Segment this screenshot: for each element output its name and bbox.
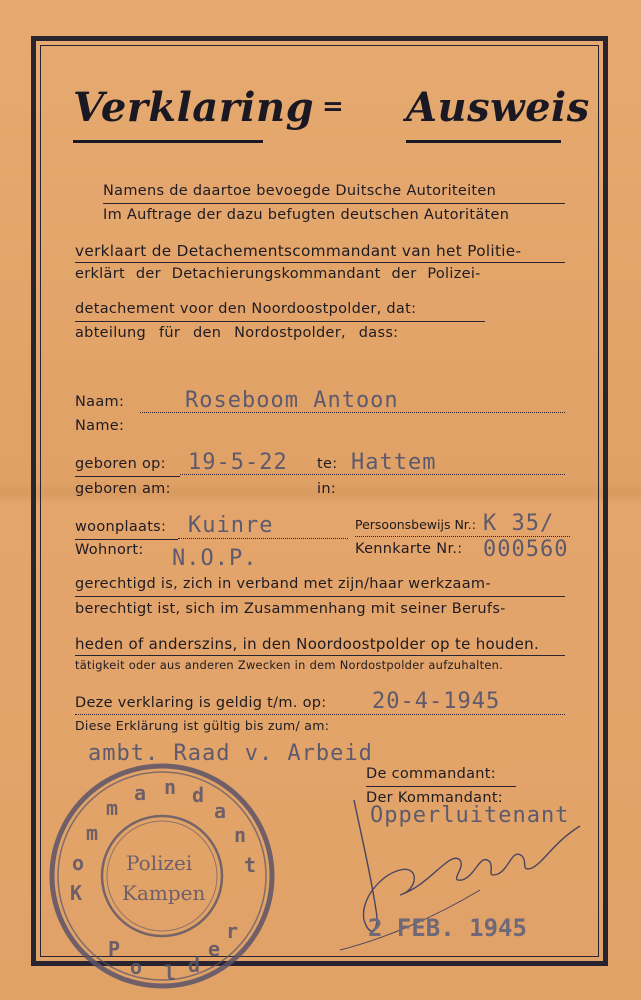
kennkarte-label: Kennkarte Nr.: <box>355 541 463 557</box>
kennkarte-value: 000560 <box>483 537 569 562</box>
permission-rule-1 <box>75 596 565 597</box>
permission-de-2: tätigkeit oder aus anderen Zwecken in dem Nordostpolder aufzuhalten. <box>75 658 504 672</box>
naam-label-de: Name: <box>75 418 125 434</box>
svg-text:n: n <box>164 775 177 799</box>
svg-text:o: o <box>130 955 143 979</box>
svg-text:a: a <box>214 799 227 823</box>
svg-text:t: t <box>244 853 257 877</box>
persoonsbewijs-value: K 35/ <box>483 511 555 536</box>
detachment-rule <box>75 321 485 322</box>
permission-de-1: berechtigt ist, sich im Zusammenhang mit seiner Berufs- <box>75 601 506 617</box>
naam-value: Roseboom Antoon <box>185 388 399 413</box>
validity-de: Diese Erklärung ist gültig bis zum/ am: <box>75 718 330 733</box>
svg-text:r: r <box>226 919 239 943</box>
svg-text:Kampen: Kampen <box>122 881 206 905</box>
geboren-label-de: geboren am: <box>75 481 171 497</box>
geboren-value: 19-5-22 <box>188 450 288 475</box>
commander-nl: De commandant: <box>366 766 496 782</box>
declares-nl: verklaart de Detachementscommandant van het Politie- <box>75 242 522 260</box>
permission-nl-2: heden of anderszins, in den Noordoostpolder op te houden. <box>75 635 540 653</box>
svg-text:n: n <box>234 823 247 847</box>
commander-rank: Opperluitenant <box>370 803 570 828</box>
svg-text:m: m <box>86 821 99 845</box>
validity-nl: Deze verklaring is geldig t/m. op: <box>75 695 327 711</box>
validity-dotted-line <box>75 714 565 715</box>
permission-nl-1: gerechtigd is, zich in verband met zijn/haar werkzaam- <box>75 576 491 592</box>
svg-text:P: P <box>108 937 121 961</box>
woonplaats-dotted-line <box>178 538 348 539</box>
geboren-dotted-line <box>180 474 565 475</box>
woonplaats-rule <box>75 539 178 540</box>
declares-de: erklärt der Detachierungskommandant der Polizei- <box>75 266 481 282</box>
date-stamp: 2 FEB. 1945 <box>368 914 527 942</box>
svg-text:e: e <box>208 937 221 961</box>
title-separator: = <box>322 92 345 122</box>
title-underline-right <box>406 140 561 143</box>
svg-text:d: d <box>188 953 201 977</box>
geboren-rule <box>75 476 180 477</box>
woonplaats-value-1: Kuinre <box>188 513 274 538</box>
authority-nl: Namens de daartoe bevoegde Duitsche Autoriteiten <box>103 183 497 199</box>
persoonsbewijs-label: Persoonsbewijs Nr.: <box>355 517 476 532</box>
title-ausweis: Ausweis <box>406 84 590 131</box>
commander-rule <box>366 786 516 787</box>
svg-text:K: K <box>70 881 83 905</box>
naam-label-nl: Naam: <box>75 394 125 410</box>
svg-text:m: m <box>106 796 119 820</box>
te-label-nl: te: <box>317 456 338 472</box>
validity-value: 20-4-1945 <box>372 689 501 714</box>
woonplaats-value-2: N.O.P. <box>172 546 258 571</box>
kommandant-seal <box>46 760 278 992</box>
title-verklaring: Verklaring <box>73 84 315 131</box>
detachment-nl: detachement voor den Noordoostpolder, dat: <box>75 301 417 317</box>
svg-text:a: a <box>134 781 147 805</box>
commander-de: Der Kommandant: <box>366 790 503 806</box>
permission-rule-2 <box>75 655 565 656</box>
te-label-de: in: <box>317 481 337 497</box>
ambt-raad: ambt. Raad v. Arbeid <box>88 741 373 766</box>
title-underline-left <box>73 140 263 143</box>
naam-dotted-line <box>140 412 565 413</box>
geboren-label-nl: geboren op: <box>75 456 166 472</box>
woonplaats-label-de: Wohnort: <box>75 542 144 558</box>
svg-text:Polizei: Polizei <box>126 851 193 875</box>
authority-rule <box>103 203 565 204</box>
svg-text:l: l <box>164 961 177 985</box>
authority-de: Im Auftrage der dazu befugten deutschen Autoritäten <box>103 207 510 223</box>
te-value: Hattem <box>351 450 437 475</box>
svg-text:d: d <box>192 783 205 807</box>
declares-rule <box>75 262 565 263</box>
svg-text:o: o <box>72 851 85 875</box>
detachment-de: abteilung für den Nordostpolder, dass: <box>75 325 399 341</box>
woonplaats-label-nl: woonplaats: <box>75 519 167 535</box>
